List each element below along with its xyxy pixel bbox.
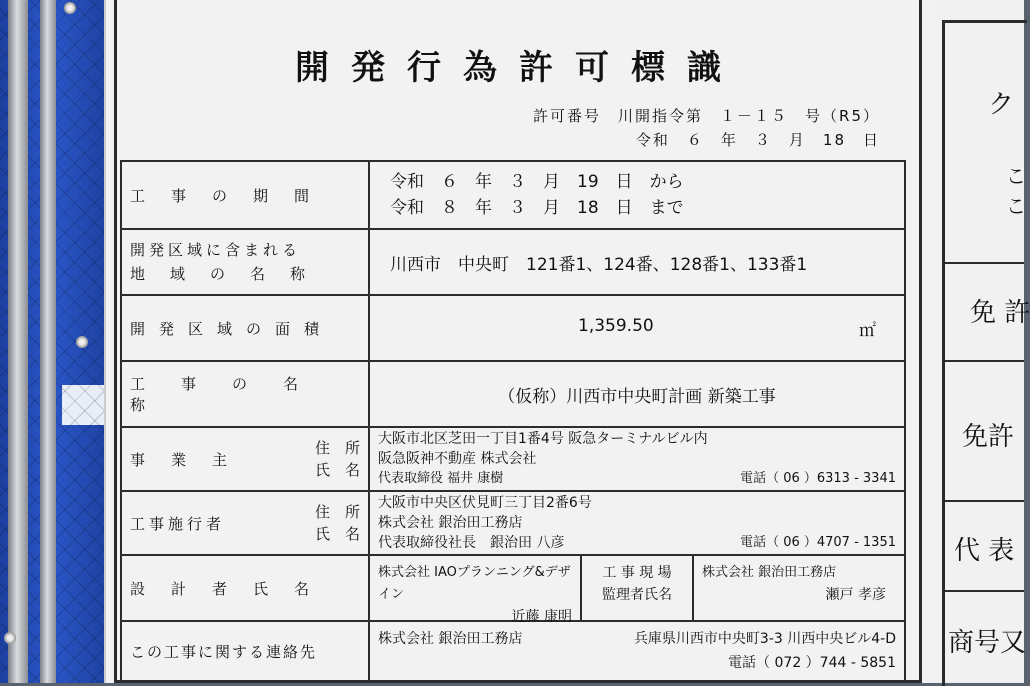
scaffold-pole <box>8 0 28 683</box>
contractor-sub-name: 氏 名 <box>314 525 360 543</box>
supervisor-label-1: 工 事 現 場 <box>602 565 672 581</box>
adjacent-text: ク <box>988 90 1015 120</box>
contact-address: 兵庫県川西市中央町3-3 川西中央ビル4-D <box>633 631 896 647</box>
table-row <box>121 295 905 361</box>
adjacent-text: 免 許 <box>970 298 1030 328</box>
table-row <box>121 161 905 229</box>
scaffold-pole <box>40 0 56 683</box>
table-row <box>121 361 905 427</box>
area-name-label-2: 地域の名称 <box>130 265 331 283</box>
sign-title: 開発行為許可標識 <box>295 48 743 88</box>
area-size-label: 開発区域の面積 <box>130 319 334 338</box>
designer-label: 設計者氏名 <box>130 579 336 598</box>
permit-table <box>120 160 906 682</box>
work-name-label: 工事の名称 <box>130 375 335 414</box>
bolt-icon <box>64 2 76 14</box>
work-name-value: （仮称）川西市中央町計画 新築工事 <box>369 361 905 427</box>
designer-company: 株式会社 IAOプランニング&デザイン <box>378 565 571 602</box>
table-row <box>121 555 905 621</box>
permit-info <box>533 104 880 152</box>
area-size-unit: ㎡ <box>859 320 876 341</box>
adjacent-sign <box>932 0 1030 683</box>
adjacent-text: こ <box>1006 164 1026 188</box>
permit-number: 許可番号 川開指令第 １－１５ 号（R5） <box>533 107 880 125</box>
period-end: 令和 ８ 年 ３ 月 18 日 まで <box>390 198 684 218</box>
contractor-label: 工事施行者 <box>130 514 226 533</box>
bolt-icon <box>76 336 88 348</box>
adjacent-text: 商号又 <box>948 628 1027 658</box>
owner-tel: 電話（ 06 ）6313 - 3341 <box>740 471 896 486</box>
table-row <box>121 621 905 681</box>
table-row <box>121 229 905 295</box>
permit-date: 令和 ６ 年 ３ 月 18 日 <box>635 131 880 149</box>
contractor-address: 大阪市中央区伏見町三丁目2番6号 <box>378 495 592 511</box>
owner-label: 事業主 <box>130 450 254 469</box>
contractor-sub-address: 住 所 <box>314 503 360 521</box>
supervisor-person: 瀬戸 孝彦 <box>825 587 886 603</box>
area-size-value: 1,359.50 <box>578 315 654 336</box>
adjacent-text: 免許 <box>962 422 1015 452</box>
contractor-company: 株式会社 銀治田工務店 <box>378 515 523 531</box>
development-permit-sign <box>104 0 932 683</box>
owner-sub-address: 住 所 <box>314 439 360 457</box>
owner-sub-name: 氏 名 <box>314 461 360 479</box>
period-start: 令和 ６ 年 ３ 月 19 日 から <box>390 172 684 192</box>
adjacent-text: 代 表 <box>954 536 1015 566</box>
designer-person: 近藤 康明 <box>511 609 572 625</box>
owner-address: 大阪市北区芝田一丁目1番4号 阪急ターミナルビル内 <box>378 431 708 447</box>
area-name-label-1: 開発区域に含まれる <box>130 241 302 259</box>
contact-tel: 電話（ 072 ）744 - 5851 <box>728 655 896 671</box>
adjacent-text: こ <box>1006 194 1026 218</box>
table-row <box>121 491 905 555</box>
bolt-icon <box>4 632 16 644</box>
contact-company: 株式会社 銀治田工務店 <box>378 631 523 647</box>
table-row <box>121 427 905 491</box>
owner-company: 阪急阪神不動産 株式会社 <box>378 451 537 467</box>
period-label: 工事の期間 <box>130 186 336 205</box>
area-name-value: 川西市 中央町 121番1、124番、128番1、133番1 <box>369 229 905 295</box>
owner-rep: 代表取締役 福井 康樹 <box>378 471 504 486</box>
supervisor-label-2: 監理者氏名 <box>602 587 672 603</box>
contractor-tel: 電話（ 06 ）4707 - 1351 <box>740 535 896 550</box>
contractor-rep: 代表取締役社長 銀治田 八彦 <box>378 535 565 551</box>
contact-label: この工事に関する連絡先 <box>130 642 318 661</box>
supervisor-company: 株式会社 銀治田工務店 <box>702 565 837 580</box>
